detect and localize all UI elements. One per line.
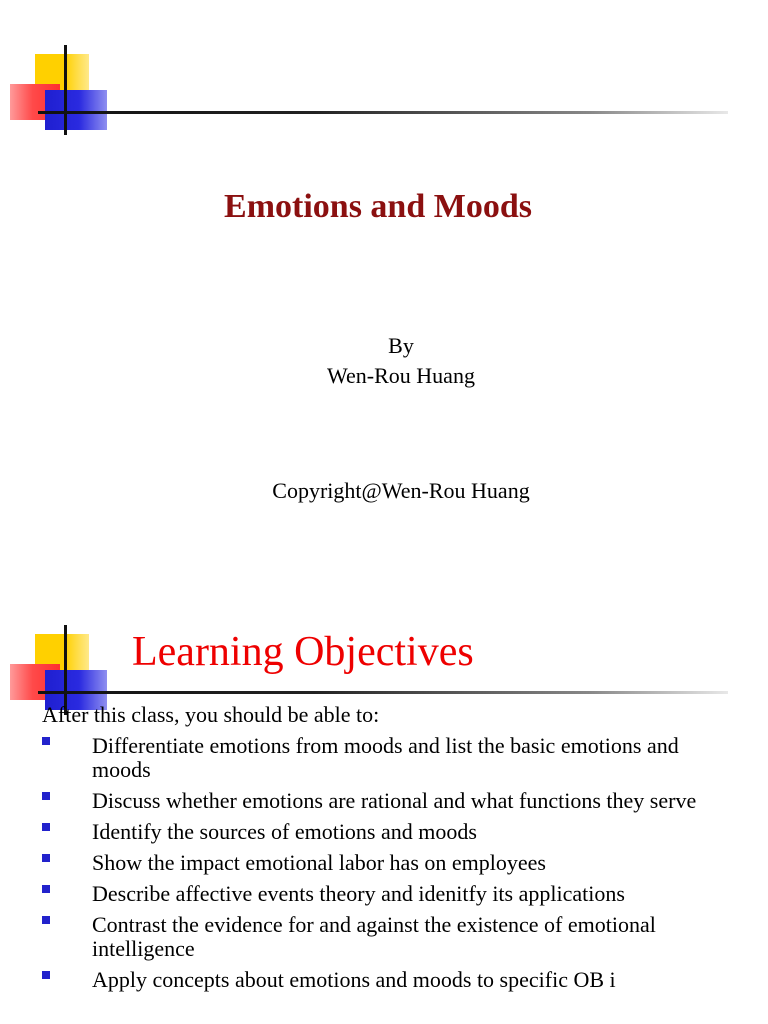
list-item (0, 851, 768, 875)
square-bullet-icon (42, 916, 50, 924)
list-item (0, 913, 768, 961)
square-bullet-icon (42, 971, 50, 979)
horizontal-rule (38, 111, 728, 114)
objective-text: Apply concepts about emotions and moods to specific OB i (92, 967, 616, 992)
blue-square-shape (45, 90, 107, 130)
by-label: By (388, 333, 414, 358)
square-bullet-icon (42, 823, 50, 831)
objective-text: Differentiate emotions from moods and list the basic emotions and moods (92, 733, 679, 782)
list-item (0, 734, 768, 782)
copyright-notice: Copyright@Wen-Rou Huang (272, 478, 530, 503)
color-squares-crosshair-icon (0, 40, 768, 150)
objective-text: Show the impact emotional labor has on employees (92, 850, 546, 875)
list-item (0, 882, 768, 906)
square-bullet-icon (42, 885, 50, 893)
square-bullet-icon (42, 737, 50, 745)
list-item (0, 820, 768, 844)
objective-text: Contrast the evidence for and against the existence of emotional intelligence (92, 912, 656, 961)
objective-text: Describe affective events theory and idenitfy its applications (92, 881, 625, 906)
vertical-rule (64, 45, 67, 135)
objectives-list (0, 734, 768, 999)
objectives-slide (0, 576, 768, 1024)
slide-title: Learning Objectives (132, 629, 474, 675)
list-item (0, 968, 768, 992)
objective-text: Identify the sources of emotions and moods (92, 819, 477, 844)
slide-title: Emotions and Moods (224, 188, 532, 225)
objective-text: Discuss whether emotions are rational and what functions they serve (92, 788, 697, 813)
intro-text: After this class, you should be able to: (42, 702, 380, 727)
horizontal-rule (38, 691, 728, 694)
square-bullet-icon (42, 792, 50, 800)
byline (0, 331, 768, 391)
list-item (0, 789, 768, 813)
square-bullet-icon (42, 854, 50, 862)
author-name: Wen-Rou Huang (327, 363, 475, 388)
